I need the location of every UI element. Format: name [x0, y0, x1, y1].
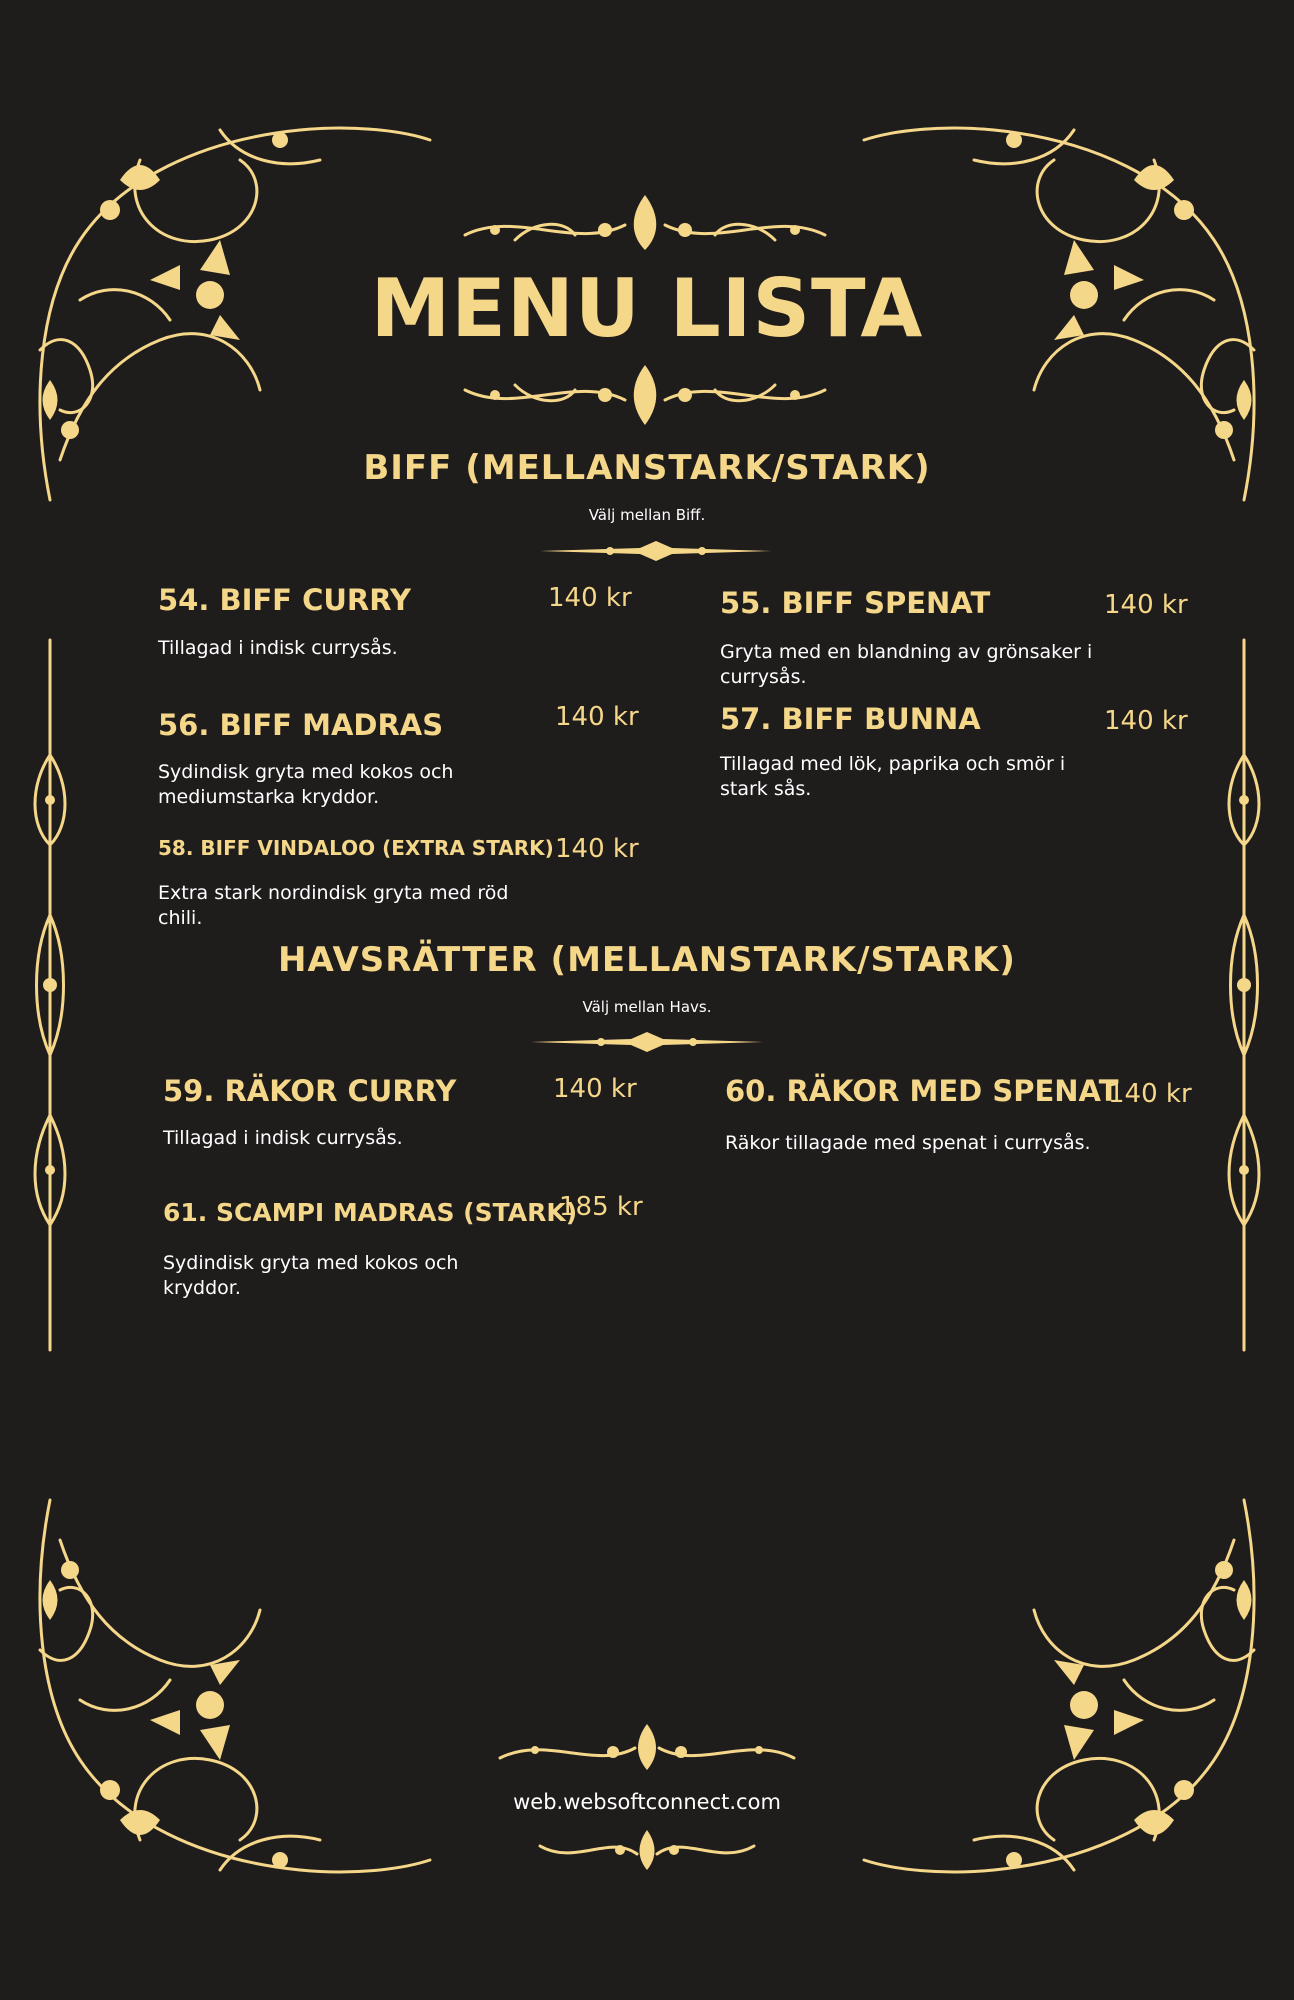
item-name: 58. BIFF VINDALOO (EXTRA STARK) — [158, 836, 554, 860]
section-subtitle-biff: Välj mellan Biff. — [588, 506, 706, 524]
item-description: Tillagad i indisk currysås. — [158, 637, 398, 659]
item-name: 55. BIFF SPENAT — [720, 586, 991, 620]
side-border-left — [30, 635, 70, 1355]
title-flourish-bottom — [455, 360, 835, 430]
item-name: 56. BIFF MADRAS — [158, 708, 444, 742]
item-price: 140 kr — [555, 834, 639, 864]
section-divider-havsratter — [531, 1029, 763, 1055]
section-subtitle-havsratter: Välj mellan Havs. — [582, 998, 712, 1016]
item-description: Tillagad med lök, paprika och smör i stark sås. — [720, 753, 1066, 800]
item-price: 140 kr — [1104, 590, 1188, 620]
item-name: 59. RÄKOR CURRY — [163, 1074, 457, 1108]
section-title-havsratter: HAVSRÄTTER (MELLANSTARK/STARK) — [278, 940, 1016, 980]
item-price: 185 kr — [559, 1192, 643, 1222]
item-name: 54. BIFF CURRY — [158, 583, 411, 617]
item-price: 140 kr — [555, 702, 639, 732]
footer-website-link[interactable]: web.websoftconnect.com — [513, 1790, 781, 1814]
item-price: 140 kr — [548, 583, 632, 613]
corner-ornament-bottom-left — [20, 1480, 440, 1900]
item-description: Sydindisk gryta med kokos och mediumstarka kryddor. — [158, 761, 454, 808]
item-price: 140 kr — [1108, 1079, 1192, 1109]
item-description: Gryta med en blandning av grönsaker i currysås. — [720, 641, 1093, 688]
footer-flourish-bottom — [535, 1826, 759, 1874]
item-description: Tillagad i indisk currysås. — [163, 1127, 403, 1149]
item-description: Räkor tillagade med spenat i currysås. — [725, 1132, 1091, 1154]
menu-item-54 — [158, 583, 411, 617]
item-price: 140 kr — [553, 1074, 637, 1104]
footer-flourish-top — [495, 1720, 799, 1776]
section-title-biff: BIFF (MELLANSTARK/STARK) — [363, 448, 931, 488]
item-name: 57. BIFF BUNNA — [720, 702, 981, 736]
item-price: 140 kr — [1104, 706, 1188, 736]
item-name: 60. RÄKOR MED SPENAT — [725, 1074, 1119, 1108]
section-divider-biff — [540, 538, 772, 564]
title-flourish-top — [455, 190, 835, 260]
item-name: 61. SCAMPI MADRAS (STARK) — [163, 1198, 578, 1227]
page-title: MENU LISTA — [370, 262, 924, 355]
corner-ornament-bottom-right — [854, 1480, 1274, 1900]
side-border-right — [1224, 635, 1264, 1355]
item-description: Extra stark nordindisk gryta med röd chili. — [158, 882, 509, 929]
item-description: Sydindisk gryta med kokos och kryddor. — [163, 1252, 459, 1299]
